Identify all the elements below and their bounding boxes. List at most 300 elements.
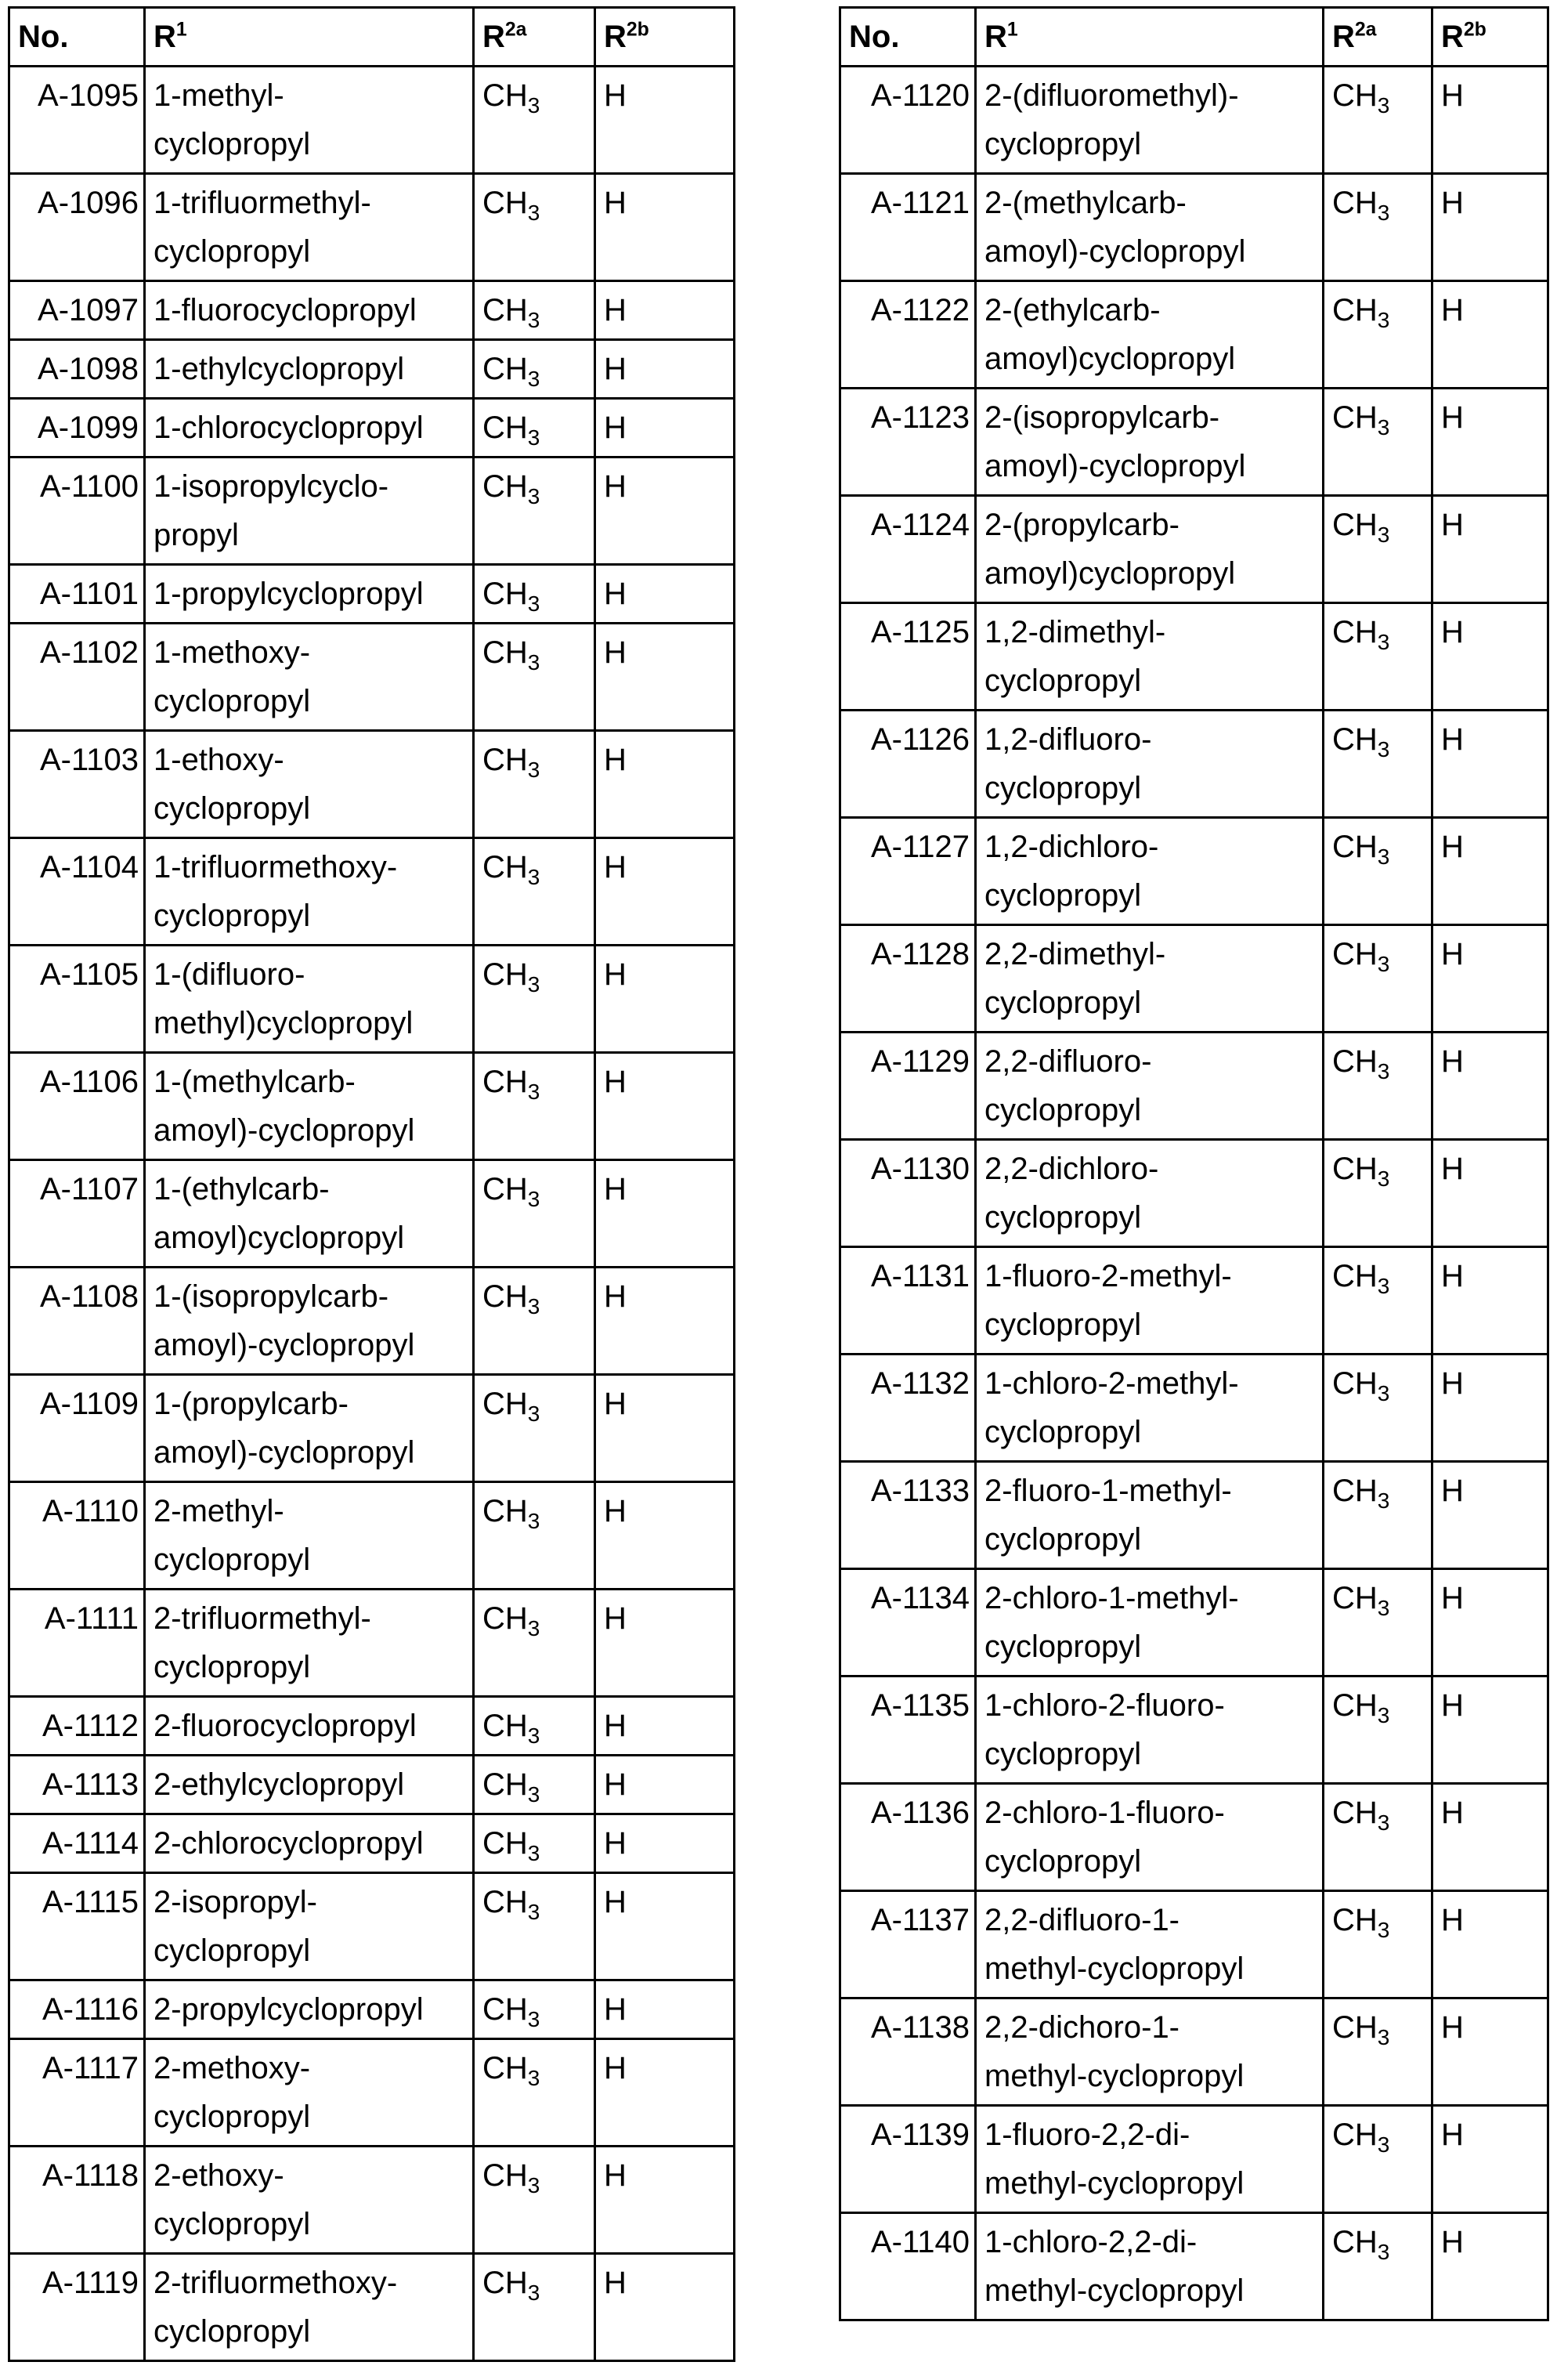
table-row: [840, 389, 1548, 496]
cell-r1: [976, 1247, 1324, 1355]
substituent-line: 2-(methylcarb-: [984, 186, 1187, 220]
table-row: [9, 281, 735, 340]
cell-r2a: $CH_3$: [474, 838, 595, 946]
substituent-line: methyl-cyclopropyl: [984, 2273, 1245, 2308]
cell-r1: [145, 67, 474, 174]
formula-subscript: 3: [527, 201, 540, 225]
cell-no: A-1095: [9, 67, 145, 174]
table-row: [9, 340, 735, 399]
cell-no: A-1129: [840, 1033, 976, 1140]
substituent-line: methyl-cyclopropyl: [984, 2059, 1245, 2093]
cell-r1: [145, 281, 474, 340]
cell-r1: [145, 399, 474, 458]
table-row: [9, 946, 735, 1053]
cell-no: A-1137: [840, 1891, 976, 1998]
formula-subscript: 3: [1377, 630, 1390, 654]
cell-r2b: H: [595, 1053, 735, 1160]
cell-r1: [145, 624, 474, 731]
cell-r2a: $CH_3$: [474, 1873, 595, 1980]
cell-r2a: $CH_3$: [474, 2147, 595, 2254]
formula-subscript: 3: [527, 865, 540, 889]
table-row: [840, 174, 1548, 281]
substituent-line: amoyl)-cyclopropyl: [154, 1435, 415, 1470]
substituent-line: cyclopropyl: [984, 986, 1142, 1020]
cell-r1: [976, 1140, 1324, 1247]
cell-r2a: $CH_3$: [1324, 711, 1432, 818]
cell-r2a: $CH_3$: [474, 1756, 595, 1814]
formula-subscript: 3: [527, 1841, 540, 1865]
substituent-line: amoyl)-cyclopropyl: [984, 449, 1246, 483]
cell-r2b: H: [1432, 1784, 1548, 1891]
cell-r1: [145, 1375, 474, 1482]
cell-r2b: H: [595, 1756, 735, 1814]
formula-subscript: 3: [1377, 1703, 1390, 1727]
cell-no: A-1119: [9, 2254, 145, 2361]
substituent-line: 1,2-dichloro-: [984, 830, 1159, 864]
cell-no: A-1123: [840, 389, 976, 496]
cell-r1: [976, 389, 1324, 496]
cell-r1: [976, 1676, 1324, 1784]
cell-r2b: H: [1432, 1140, 1548, 1247]
table-row: [9, 1980, 735, 2039]
substituent-line: cyclopropyl: [984, 1844, 1142, 1879]
cell-r2a: $CH_3$: [474, 67, 595, 174]
table-row: [9, 624, 735, 731]
table-row: [840, 2213, 1548, 2320]
cell-no: A-1124: [840, 496, 976, 603]
cell-r2b: H: [595, 340, 735, 399]
cell-no: A-1116: [9, 1980, 145, 2039]
cell-r1: [145, 565, 474, 624]
cell-no: A-1106: [9, 1053, 145, 1160]
col-header-label: R: [984, 20, 1007, 54]
cell-no: A-1121: [840, 174, 976, 281]
cell-r1: [145, 1814, 474, 1873]
substituent-line: cyclopropyl: [984, 1737, 1142, 1771]
cell-r2a: $CH_3$: [1324, 174, 1432, 281]
formula-subscript: 3: [1377, 952, 1390, 976]
formula-subscript: 3: [527, 2066, 540, 2090]
cell-r1: [976, 925, 1324, 1033]
cell-r2b: H: [595, 281, 735, 340]
cell-r2b: H: [1432, 2106, 1548, 2213]
cell-r1: [976, 1891, 1324, 1998]
formula-subscript: 3: [527, 1509, 540, 1533]
cell-r2b: H: [595, 1482, 735, 1590]
cell-no: A-1102: [9, 624, 145, 731]
formula-subscript: 3: [527, 1402, 540, 1426]
cell-r1: [976, 603, 1324, 711]
cell-r2a: $CH_3$: [1324, 1784, 1432, 1891]
cell-no: A-1118: [9, 2147, 145, 2254]
substituent-line: cyclopropyl: [984, 127, 1142, 161]
formula-subscript: 3: [527, 650, 540, 675]
cell-no: A-1122: [840, 281, 976, 389]
cell-r1: [145, 2039, 474, 2147]
substituent-line: cyclopropyl: [154, 684, 311, 718]
cell-no: A-1113: [9, 1756, 145, 1814]
formula-subscript: 3: [1377, 1918, 1390, 1942]
col-header-no: [9, 8, 145, 67]
cell-no: A-1112: [9, 1697, 145, 1756]
cell-no: A-1125: [840, 603, 976, 711]
cell-r2a: $CH_3$: [474, 1697, 595, 1756]
cell-no: A-1138: [840, 1998, 976, 2106]
substituent-line: cyclopropyl: [984, 771, 1142, 805]
substituent-line: 1-fluorocyclopropyl: [154, 293, 417, 327]
cell-no: A-1132: [840, 1355, 976, 1462]
formula-subscript: 3: [1377, 737, 1390, 761]
substituent-line: 2-(propylcarb-: [984, 508, 1179, 542]
cell-no: A-1115: [9, 1873, 145, 1980]
cell-r2b: H: [1432, 67, 1548, 174]
formula-subscript: 3: [527, 308, 540, 332]
formula-subscript: 3: [527, 484, 540, 508]
cell-r1: [976, 1033, 1324, 1140]
col-header-superscript: 1: [1006, 19, 1018, 41]
formula-subscript: 3: [527, 2173, 540, 2197]
cell-r2a: $CH_3$: [474, 2254, 595, 2361]
cell-r2a: $CH_3$: [1324, 603, 1432, 711]
table-row: [9, 399, 735, 458]
cell-r2b: H: [595, 1590, 735, 1697]
cell-no: A-1110: [9, 1482, 145, 1590]
substituent-line: amoyl)cyclopropyl: [154, 1221, 405, 1255]
formula-subscript: 3: [527, 367, 540, 391]
cell-r2a: $CH_3$: [474, 458, 595, 565]
formula-subscript: 3: [527, 1616, 540, 1640]
substituent-line: cyclopropyl: [154, 127, 311, 161]
cell-r2a: $CH_3$: [1324, 1355, 1432, 1462]
col-header-r2a: [1324, 8, 1432, 67]
substituent-line: cyclopropyl: [154, 1933, 311, 1968]
cell-r2b: H: [595, 1160, 735, 1268]
cell-r2a: $CH_3$: [474, 174, 595, 281]
table-row: [840, 1247, 1548, 1355]
substituent-line: 2-trifluormethoxy-: [154, 2266, 398, 2300]
cell-r2b: H: [1432, 1033, 1548, 1140]
cell-r2a: $CH_3$: [1324, 2106, 1432, 2213]
col-header-superscript: 2b: [1463, 19, 1487, 41]
substituent-line: 1-methoxy-: [154, 635, 311, 670]
cell-r2a: $CH_3$: [1324, 818, 1432, 925]
substituent-line: 1-trifluormethoxy-: [154, 850, 398, 884]
col-header-label: R: [1441, 20, 1464, 54]
table-row: [840, 2106, 1548, 2213]
cell-no: A-1097: [9, 281, 145, 340]
cell-r2a: $CH_3$: [1324, 496, 1432, 603]
compound-table-left: [8, 6, 735, 2362]
formula-subscript: 3: [1377, 523, 1390, 547]
formula-subscript: 3: [527, 1782, 540, 1807]
formula-subscript: 3: [1377, 845, 1390, 869]
cell-no: A-1130: [840, 1140, 976, 1247]
cell-r1: [145, 458, 474, 565]
substituent-line: amoyl)-cyclopropyl: [154, 1328, 415, 1362]
col-header-r1: [976, 8, 1324, 67]
table-body: [840, 67, 1548, 2320]
formula-subscript: 3: [527, 2281, 540, 2305]
cell-r2a: $CH_3$: [474, 565, 595, 624]
cell-r1: [976, 818, 1324, 925]
substituent-line: 2-methyl-: [154, 1494, 284, 1528]
substituent-line: cyclopropyl: [984, 664, 1142, 698]
cell-r2b: H: [595, 2254, 735, 2361]
substituent-line: 2-chlorocyclopropyl: [154, 1826, 424, 1861]
cell-r2a: $CH_3$: [1324, 1998, 1432, 2106]
cell-r2b: H: [595, 946, 735, 1053]
substituent-line: 1-fluoro-2-methyl-: [984, 1259, 1232, 1293]
cell-r1: [976, 1462, 1324, 1569]
formula-subscript: 3: [527, 972, 540, 996]
cell-r2b: H: [595, 624, 735, 731]
cell-no: A-1136: [840, 1784, 976, 1891]
cell-r1: [145, 340, 474, 399]
col-header-r2b: [1432, 8, 1548, 67]
formula-subscript: 3: [527, 1187, 540, 1211]
col-header-superscript: 2a: [1354, 19, 1377, 41]
cell-r1: [145, 2254, 474, 2361]
col-header-superscript: 2a: [504, 19, 527, 41]
substituent-line: methyl)cyclopropyl: [154, 1006, 414, 1040]
table-row: [9, 2039, 735, 2147]
cell-r2b: H: [595, 174, 735, 281]
cell-r2a: $CH_3$: [474, 946, 595, 1053]
cell-r2a: $CH_3$: [1324, 925, 1432, 1033]
formula-subscript: 3: [527, 1080, 540, 1104]
cell-r1: [145, 1873, 474, 1980]
cell-r2a: $CH_3$: [1324, 1462, 1432, 1569]
table-row: [9, 174, 735, 281]
cell-r2b: H: [1432, 925, 1548, 1033]
cell-r1: [976, 67, 1324, 174]
substituent-line: 2-(isopropylcarb-: [984, 400, 1220, 435]
cell-r2b: H: [1432, 281, 1548, 389]
substituent-line: cyclopropyl: [154, 2207, 311, 2241]
formula-subscript: 3: [1377, 1059, 1390, 1083]
cell-no: A-1100: [9, 458, 145, 565]
cell-r2a: $CH_3$: [474, 1482, 595, 1590]
formula-subscript: 3: [1377, 2025, 1390, 2049]
cell-no: A-1140: [840, 2213, 976, 2320]
substituent-line: 1,2-dimethyl-: [984, 615, 1166, 649]
cell-r1: [145, 2147, 474, 2254]
formula-subscript: 3: [1377, 1810, 1390, 1835]
substituent-line: 1-trifluormethyl-: [154, 186, 371, 220]
formula-subscript: 3: [527, 1724, 540, 1748]
table-row: [840, 1998, 1548, 2106]
cell-r1: [145, 1160, 474, 1268]
cell-r1: [976, 711, 1324, 818]
table-row: [840, 1355, 1548, 1462]
table-row: [9, 458, 735, 565]
table-row: [840, 281, 1548, 389]
table-row: [840, 1676, 1548, 1784]
col-header-label: No.: [18, 20, 69, 54]
cell-r2a: $CH_3$: [474, 1053, 595, 1160]
cell-no: A-1109: [9, 1375, 145, 1482]
cell-no: A-1111: [9, 1590, 145, 1697]
substituent-line: 2-(ethylcarb-: [984, 293, 1161, 327]
cell-no: A-1103: [9, 731, 145, 838]
substituent-line: 2-ethylcyclopropyl: [154, 1767, 405, 1802]
table-row: [9, 565, 735, 624]
substituent-line: 1-(isopropylcarb-: [154, 1279, 389, 1314]
cell-r2b: H: [595, 1873, 735, 1980]
header-row: [9, 8, 735, 67]
substituent-line: 1,2-difluoro-: [984, 722, 1152, 757]
substituent-line: cyclopropyl: [154, 2100, 311, 2134]
cell-r2b: H: [1432, 2213, 1548, 2320]
cell-r2a: $CH_3$: [474, 2039, 595, 2147]
substituent-line: 2-methoxy-: [154, 2051, 311, 2085]
cell-r2a: $CH_3$: [474, 281, 595, 340]
substituent-line: 2,2-difluoro-: [984, 1044, 1152, 1079]
cell-r1: [145, 731, 474, 838]
cell-no: A-1120: [840, 67, 976, 174]
substituent-line: cyclopropyl: [984, 1308, 1142, 1342]
cell-r2b: H: [1432, 1891, 1548, 1998]
table-row: [9, 1873, 735, 1980]
formula-subscript: 3: [1377, 1488, 1390, 1513]
cell-no: A-1104: [9, 838, 145, 946]
col-header-label: No.: [849, 20, 900, 54]
formula-subscript: 3: [527, 591, 540, 616]
cell-r2b: H: [595, 2039, 735, 2147]
cell-r2b: H: [595, 1814, 735, 1873]
cell-r1: [976, 1355, 1324, 1462]
cell-no: A-1114: [9, 1814, 145, 1873]
cell-r2a: $CH_3$: [1324, 1140, 1432, 1247]
table-header: [840, 8, 1548, 67]
formula-subscript: 3: [1377, 308, 1390, 332]
substituent-line: 1-chlorocyclopropyl: [154, 411, 424, 445]
substituent-line: 1-(propylcarb-: [154, 1387, 349, 1421]
cell-r2a: $CH_3$: [474, 1980, 595, 2039]
cell-no: A-1131: [840, 1247, 976, 1355]
substituent-line: methyl-cyclopropyl: [984, 2166, 1245, 2201]
substituent-line: amoyl)-cyclopropyl: [154, 1113, 415, 1148]
table-row: [840, 496, 1548, 603]
substituent-line: 1-fluoro-2,2-di-: [984, 2118, 1190, 2152]
cell-r2a: $CH_3$: [1324, 2213, 1432, 2320]
cell-r2b: H: [595, 1697, 735, 1756]
cell-no: A-1099: [9, 399, 145, 458]
table-row: [840, 818, 1548, 925]
cell-r2b: H: [595, 731, 735, 838]
table-row: [9, 1756, 735, 1814]
cell-r2a: $CH_3$: [1324, 1569, 1432, 1676]
cell-no: A-1128: [840, 925, 976, 1033]
cell-r2b: H: [595, 838, 735, 946]
cell-r2b: H: [1432, 818, 1548, 925]
cell-r2b: H: [1432, 1676, 1548, 1784]
table-row: [840, 1140, 1548, 1247]
table-row: [840, 1033, 1548, 1140]
table-row: [840, 711, 1548, 818]
cell-r2b: H: [595, 1375, 735, 1482]
cell-r1: [145, 1756, 474, 1814]
substituent-line: amoyl)cyclopropyl: [984, 556, 1236, 591]
cell-r2a: $CH_3$: [1324, 1891, 1432, 1998]
cell-no: A-1096: [9, 174, 145, 281]
header-row: [840, 8, 1548, 67]
cell-r2a: $CH_3$: [474, 1268, 595, 1375]
cell-r1: [976, 2213, 1324, 2320]
table-row: [9, 67, 735, 174]
cell-r2a: $CH_3$: [474, 624, 595, 731]
substituent-line: 2-isopropyl-: [154, 1885, 317, 1919]
substituent-line: cyclopropyl: [154, 1543, 311, 1577]
substituent-line: 1-chloro-2-methyl-: [984, 1366, 1239, 1401]
substituent-line: 2-fluorocyclopropyl: [154, 1709, 417, 1743]
table-row: [9, 1053, 735, 1160]
table-row: [840, 1569, 1548, 1676]
formula-subscript: 3: [527, 1294, 540, 1318]
substituent-line: 1-isopropylcyclo-: [154, 469, 389, 504]
cell-no: A-1139: [840, 2106, 976, 2213]
substituent-line: 2-chloro-1-methyl-: [984, 1581, 1239, 1615]
cell-r1: [976, 1784, 1324, 1891]
col-header-r1: [145, 8, 474, 67]
substituent-line: 1-methyl-: [154, 78, 284, 113]
col-header-r2a: [474, 8, 595, 67]
cell-r1: [145, 174, 474, 281]
cell-r2b: H: [1432, 1462, 1548, 1569]
table-row: [840, 1462, 1548, 1569]
cell-no: A-1101: [9, 565, 145, 624]
cell-r1: [145, 1268, 474, 1375]
table-row: [9, 1482, 735, 1590]
substituent-line: amoyl)cyclopropyl: [984, 342, 1236, 376]
cell-r2b: H: [1432, 174, 1548, 281]
cell-r1: [145, 838, 474, 946]
cell-r2a: $CH_3$: [474, 1160, 595, 1268]
cell-r2b: H: [595, 399, 735, 458]
table-row: [9, 2147, 735, 2254]
formula-subscript: 3: [1377, 2132, 1390, 2157]
cell-r1: [145, 1482, 474, 1590]
formula-subscript: 3: [527, 758, 540, 782]
table-header: [9, 8, 735, 67]
substituent-line: 2-ethoxy-: [154, 2158, 284, 2193]
col-header-label: R: [604, 20, 627, 54]
substituent-line: cyclopropyl: [984, 1415, 1142, 1449]
substituent-line: cyclopropyl: [984, 878, 1142, 913]
table-row: [9, 1375, 735, 1482]
substituent-line: cyclopropyl: [984, 1522, 1142, 1557]
substituent-line: 2-chloro-1-fluoro-: [984, 1796, 1225, 1830]
formula-subscript: 3: [1377, 201, 1390, 225]
cell-no: A-1135: [840, 1676, 976, 1784]
cell-r2b: H: [1432, 1569, 1548, 1676]
substituent-line: methyl-cyclopropyl: [984, 1951, 1245, 1986]
substituent-line: 1-(methylcarb-: [154, 1065, 356, 1099]
cell-no: A-1107: [9, 1160, 145, 1268]
substituent-line: 2,2-dimethyl-: [984, 937, 1166, 971]
table-row: [9, 1590, 735, 1697]
cell-r2a: $CH_3$: [1324, 281, 1432, 389]
cell-r2b: H: [1432, 1355, 1548, 1462]
col-header-superscript: 2b: [626, 19, 649, 41]
cell-no: A-1117: [9, 2039, 145, 2147]
col-header-label: R: [154, 20, 176, 54]
substituent-line: cyclopropyl: [154, 234, 311, 269]
cell-r2b: H: [1432, 496, 1548, 603]
col-header-label: R: [1332, 20, 1355, 54]
cell-r2a: $CH_3$: [474, 731, 595, 838]
substituent-line: 2,2-difluoro-1-: [984, 1903, 1180, 1937]
